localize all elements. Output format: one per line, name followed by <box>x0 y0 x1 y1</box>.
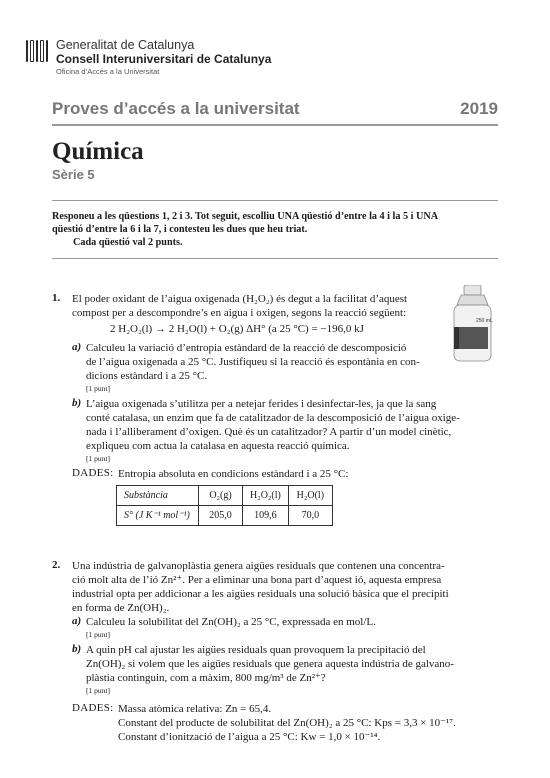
instructions-top-rule <box>52 200 498 201</box>
question-1-part-a-letter: a) <box>72 341 82 353</box>
text-line: Calculeu la variació d’entropia estàndard de la reacció de descomposició <box>86 342 407 354</box>
org-name: Generalitat de Catalunya <box>56 38 195 52</box>
question-1-data-text: Entropia absoluta en condicions estàndard i a 25 °C: <box>118 468 349 480</box>
council-name: Consell Interuniversitari de Catalunya <box>56 52 272 66</box>
text-line: El poder oxidant de l’aigua oxigenada (H₂O₂) és degut a la facilitat d’aquest <box>72 293 408 305</box>
table-row <box>117 506 333 526</box>
text-line: en forma de Zn(OH)₂. <box>72 602 170 614</box>
question-2-intro <box>72 559 449 615</box>
text-line: Massa atòmica relativa: Zn = 65,4. <box>118 703 272 715</box>
table-cell: 205,0 <box>199 506 243 526</box>
question-2-data-label: DADES: <box>72 702 114 714</box>
question-1-number: 1. <box>52 292 61 304</box>
text-line: nada i l’alliberament d’oxigen. Què és un catalitzador? A partir d’un model cinètic, <box>86 426 452 438</box>
subject-title: Química <box>52 138 144 165</box>
instructions-line: qüestió d’entre la 6 i la 7, i contesteu les dues que heu triat. <box>52 224 308 236</box>
text-line: L’aigua oxigenada s’utilitza per a netejar ferides i desinfectar-les, ja que la sang <box>86 398 437 410</box>
text-line: A quin pH cal ajustar les aigües residuals quan provoquem la precipitació del <box>86 644 426 656</box>
question-2-data-text <box>118 702 456 744</box>
text-line: expliqueu com actua la catalasa en aquesta reacció química. <box>86 440 350 452</box>
question-1-part-b-letter: b) <box>72 397 82 409</box>
question-2-part-a-letter: a) <box>72 615 82 627</box>
generalitat-logo-icon <box>26 40 48 62</box>
text-line: ció molt alta de l’ió Zn²⁺. Per a eliminar una bona part d’aquest ió, aquesta empresa <box>72 574 442 586</box>
table-row <box>117 486 333 506</box>
bottle-label: 250 mL <box>476 318 493 324</box>
question-2-part-a-points: [1 punt] <box>86 630 110 639</box>
instructions <box>52 210 498 250</box>
table-cell: H₂O₂(l) <box>243 486 289 506</box>
table-cell: O₂(g) <box>199 486 243 506</box>
exam-year: 2019 <box>460 99 498 118</box>
text-line: plàstia continguin, com a màxim, 800 mg/m³ de Zn²⁺? <box>86 672 326 684</box>
text-line: compost per a descompondre’s en aigua i oxigen, segons la reacció següent: <box>72 307 407 319</box>
question-1-part-b <box>86 397 460 453</box>
question-1-part-a <box>86 341 420 383</box>
question-2-number: 2. <box>52 559 61 571</box>
text-line: dicions estàndard i a 25 °C. <box>86 370 208 382</box>
reaction-equation: 2 H₂O₂(l) → 2 H₂O(l) + O₂(g) ΔH° (a 25 °C) = −196,0 kJ <box>110 323 364 335</box>
header-divider <box>52 124 498 126</box>
office-name: Oficina d’Accés a la Universitat <box>56 67 160 76</box>
text-line: Zn(OH)₂ si volem que les aigües residuals que genera aquesta indústria de galvano- <box>86 658 454 670</box>
table-cell: 70,0 <box>288 506 332 526</box>
text-line: de l’aigua oxigenada a 25 °C. Justifiqueu si la reacció és espontània en con- <box>86 356 420 368</box>
text-line: industrial opta per addicionar a les aigües residuals una solució bàsica que el precipiti <box>72 588 449 600</box>
text-line: Calculeu la solubilitat del Zn(OH)₂ a 25 °C, expressada en mol/L. <box>86 616 376 628</box>
serie-label: Sèrie 5 <box>52 167 95 182</box>
question-2-part-b-letter: b) <box>72 643 82 655</box>
question-1-part-b-points: [1 punt] <box>86 454 110 463</box>
table-cell: S° (J K⁻¹ mol⁻¹) <box>117 506 199 526</box>
text-line: conté catalasa, un enzim que fa de catalitzador de la descomposició de l’aigua oxige- <box>86 412 460 424</box>
text-line: Constant del producte de solubilitat del Zn(OH)₂ a 25 °C: Kps = 3,3 × 10⁻¹⁷. <box>118 717 456 729</box>
question-2-part-b-points: [1 punt] <box>86 686 110 695</box>
text-line: Una indústria de galvanoplàstia genera aigües residuals que contenen una concentra- <box>72 560 445 572</box>
exam-title: Proves d’accés a la universitat <box>52 99 300 118</box>
table-cell: H₂O(l) <box>288 486 332 506</box>
text-line: Constant d’ionització de l’aigua a 25 °C: Kw = 1,0 × 10⁻¹⁴. <box>118 731 381 743</box>
question-1-part-a-points: [1 punt] <box>86 384 110 393</box>
question-2-part-b <box>86 643 454 685</box>
table-cell: 109,6 <box>243 506 289 526</box>
instructions-line: Cada qüestió val 2 punts. <box>73 237 183 249</box>
entropy-table <box>116 485 333 526</box>
question-2-part-a <box>86 615 376 629</box>
question-1-data-label: DADES: <box>72 467 114 479</box>
instructions-bottom-rule <box>52 258 498 259</box>
table-cell: Substància <box>117 486 199 506</box>
hydrogen-peroxide-bottle-icon <box>450 285 495 363</box>
question-1-intro <box>72 292 407 320</box>
instructions-line: Responeu a les qüestions 1, 2 i 3. Tot seguit, escolliu UNA qüestió d’entre la 4 i la 5 i UNA <box>52 211 439 222</box>
